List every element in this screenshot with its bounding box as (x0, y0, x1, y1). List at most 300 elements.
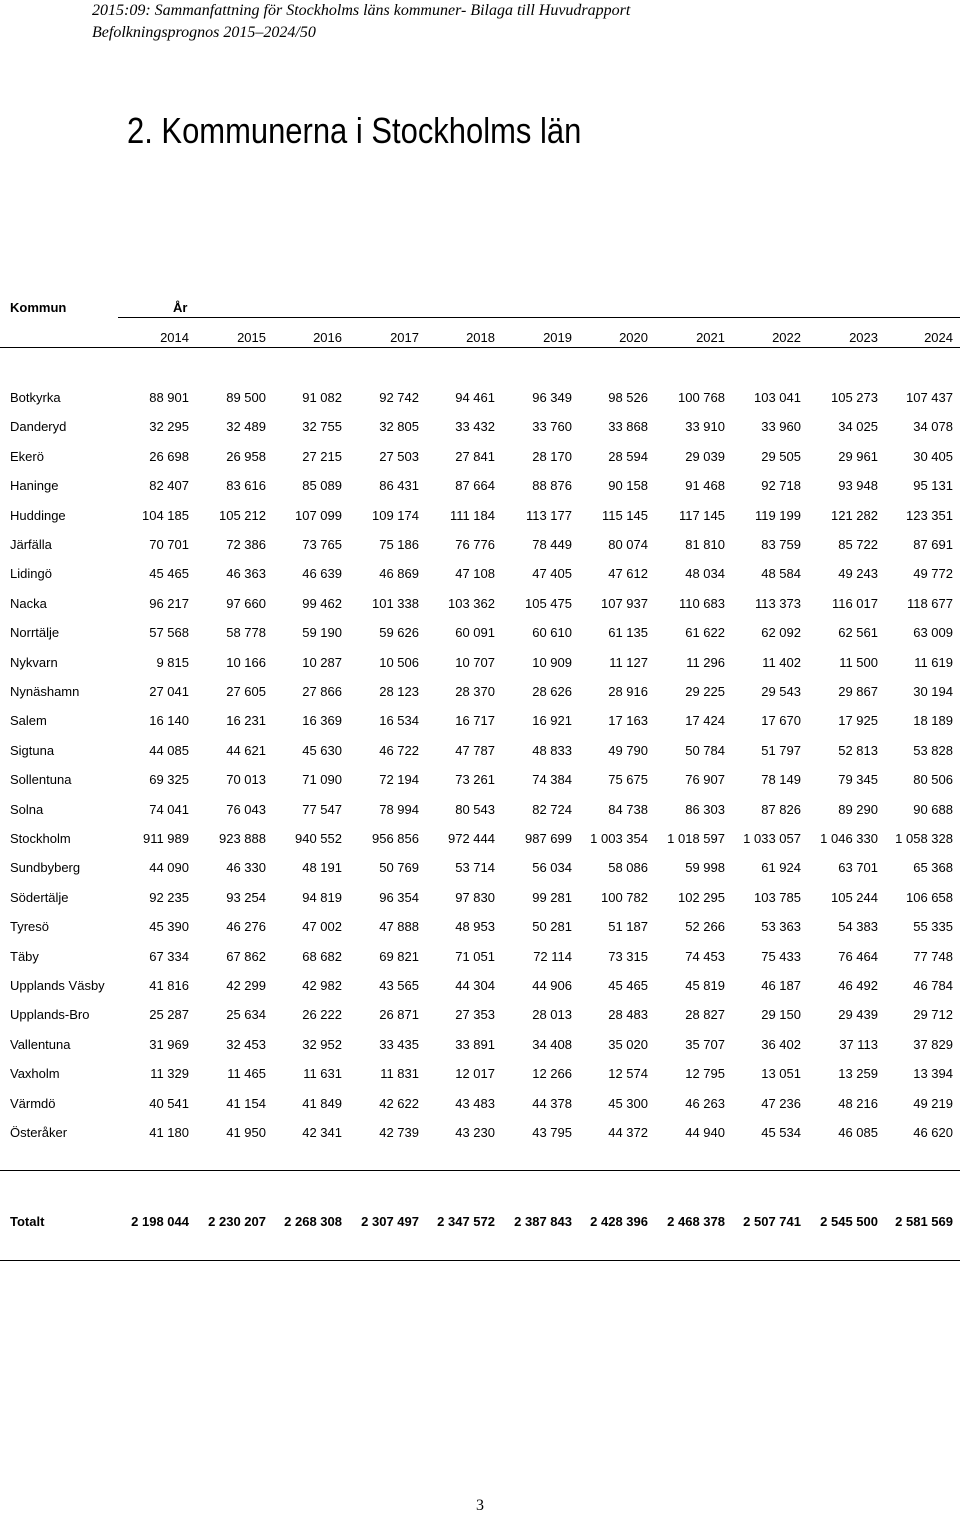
population-cell: 27 503 (379, 449, 419, 464)
population-cell: 116 017 (831, 596, 878, 611)
population-cell: 89 290 (838, 802, 878, 817)
population-cell: 103 041 (754, 390, 801, 405)
population-cell: 84 738 (608, 802, 648, 817)
kommun-name-cell: Haninge (10, 478, 59, 493)
population-cell: 88 876 (532, 478, 572, 493)
population-cell: 27 841 (455, 449, 495, 464)
population-cell: 46 187 (761, 978, 801, 993)
population-cell: 29 961 (838, 449, 878, 464)
population-cell: 59 190 (302, 625, 342, 640)
population-cell: 28 626 (532, 684, 572, 699)
population-cell: 16 231 (226, 713, 266, 728)
population-cell: 75 433 (761, 949, 801, 964)
population-cell: 80 543 (455, 802, 495, 817)
population-cell: 59 998 (685, 860, 725, 875)
population-cell: 40 541 (149, 1096, 189, 1111)
population-cell: 12 795 (685, 1066, 725, 1081)
population-cell: 28 013 (532, 1007, 572, 1022)
population-cell: 11 465 (227, 1066, 266, 1081)
population-cell: 44 621 (226, 743, 266, 758)
population-cell: 77 748 (913, 949, 953, 964)
kommun-name-cell: Sollentuna (10, 772, 72, 787)
year-header-cell: 2017 (390, 330, 419, 345)
population-cell: 97 830 (455, 890, 495, 905)
population-cell: 47 787 (455, 743, 495, 758)
population-cell: 47 612 (608, 566, 648, 581)
population-cell: 972 444 (448, 831, 495, 846)
population-cell: 43 483 (455, 1096, 495, 1111)
population-cell: 32 489 (226, 419, 266, 434)
population-cell: 1 058 328 (895, 831, 953, 846)
population-cell: 26 871 (379, 1007, 419, 1022)
population-cell: 17 925 (838, 713, 878, 728)
population-cell: 72 194 (379, 772, 419, 787)
population-cell: 46 869 (379, 566, 419, 581)
population-cell: 68 682 (302, 949, 342, 964)
population-cell: 67 862 (226, 949, 266, 964)
population-cell: 49 790 (608, 743, 648, 758)
population-cell: 16 369 (302, 713, 342, 728)
total-value-cell: 2 468 378 (667, 1214, 725, 1229)
table-bottom-rule (0, 1170, 960, 1171)
total-value-cell: 2 347 572 (437, 1214, 495, 1229)
population-cell: 96 349 (532, 390, 572, 405)
kommun-name-cell: Upplands Väsby (10, 978, 105, 993)
population-cell: 16 717 (455, 713, 495, 728)
population-cell: 86 303 (685, 802, 725, 817)
total-value-cell: 2 307 497 (361, 1214, 419, 1229)
population-cell: 62 561 (838, 625, 878, 640)
population-cell: 78 149 (761, 772, 801, 787)
total-label-cell: Totalt (10, 1214, 45, 1229)
population-cell: 88 901 (149, 390, 189, 405)
population-cell: 48 216 (838, 1096, 878, 1111)
kommun-name-cell: Salem (10, 713, 47, 728)
population-cell: 41 816 (149, 978, 189, 993)
population-cell: 53 828 (913, 743, 953, 758)
population-cell: 29 150 (761, 1007, 801, 1022)
population-cell: 12 574 (608, 1066, 648, 1081)
population-cell: 91 468 (685, 478, 725, 493)
population-cell: 87 691 (913, 537, 953, 552)
population-cell: 46 263 (685, 1096, 725, 1111)
population-cell: 46 492 (838, 978, 878, 993)
population-cell: 26 222 (302, 1007, 342, 1022)
population-cell: 76 776 (455, 537, 495, 552)
kommun-name-cell: Ekerö (10, 449, 44, 464)
kommun-name-cell: Stockholm (10, 831, 71, 846)
kommun-name-cell: Nykvarn (10, 655, 58, 670)
population-cell: 11 329 (150, 1066, 189, 1081)
population-cell: 10 707 (455, 655, 495, 670)
population-cell: 42 341 (302, 1125, 342, 1140)
population-cell: 96 217 (149, 596, 189, 611)
header-line-2: Befolkningsprognos 2015–2024/50 (92, 24, 316, 41)
header-line-1: 2015:09: Sammanfattning för Stockholms läns kommuner- Bilaga till Huvudrapport (92, 2, 631, 19)
population-cell: 60 610 (532, 625, 572, 640)
population-cell: 50 281 (532, 919, 572, 934)
population-cell: 74 453 (685, 949, 725, 964)
population-cell: 48 833 (532, 743, 572, 758)
population-cell: 27 866 (302, 684, 342, 699)
population-cell: 90 688 (913, 802, 953, 817)
population-cell: 1 046 330 (820, 831, 878, 846)
population-cell: 13 051 (761, 1066, 801, 1081)
population-cell: 59 626 (379, 625, 419, 640)
population-cell: 86 431 (379, 478, 419, 493)
population-cell: 117 145 (678, 508, 725, 523)
population-cell: 29 225 (685, 684, 725, 699)
population-cell: 49 219 (913, 1096, 953, 1111)
population-cell: 27 605 (226, 684, 266, 699)
population-cell: 10 909 (532, 655, 572, 670)
population-cell: 45 465 (608, 978, 648, 993)
population-cell: 13 259 (838, 1066, 878, 1081)
population-cell: 100 768 (678, 390, 725, 405)
population-cell: 45 390 (149, 919, 189, 934)
population-cell: 29 543 (761, 684, 801, 699)
population-cell: 71 090 (302, 772, 342, 787)
total-value-cell: 2 198 044 (131, 1214, 189, 1229)
population-cell: 11 831 (380, 1066, 419, 1081)
population-cell: 44 378 (532, 1096, 572, 1111)
kommun-name-cell: Värmdö (10, 1096, 56, 1111)
population-cell: 99 462 (302, 596, 342, 611)
population-cell: 26 958 (226, 449, 266, 464)
kommun-name-cell: Vallentuna (10, 1037, 71, 1052)
population-cell: 61 622 (685, 625, 725, 640)
population-cell: 99 281 (532, 890, 572, 905)
population-cell: 10 287 (302, 655, 342, 670)
population-cell: 72 114 (533, 949, 572, 964)
population-cell: 55 335 (913, 919, 953, 934)
population-cell: 58 086 (608, 860, 648, 875)
population-cell: 94 461 (455, 390, 495, 405)
population-cell: 48 034 (685, 566, 725, 581)
population-cell: 77 547 (302, 802, 342, 817)
population-cell: 110 683 (678, 596, 725, 611)
population-cell: 43 565 (379, 978, 419, 993)
population-cell: 109 174 (372, 508, 419, 523)
population-cell: 46 784 (913, 978, 953, 993)
population-cell: 48 584 (761, 566, 801, 581)
population-cell: 111 184 (449, 508, 495, 523)
kommun-name-cell: Norrtälje (10, 625, 60, 640)
population-cell: 82 407 (149, 478, 189, 493)
population-cell: 85 089 (302, 478, 342, 493)
population-cell: 31 969 (149, 1037, 189, 1052)
year-header-cell: 2023 (849, 330, 878, 345)
column-header-kommun: Kommun (10, 300, 67, 315)
population-cell: 26 698 (149, 449, 189, 464)
population-cell: 49 243 (838, 566, 878, 581)
population-cell: 104 185 (142, 508, 189, 523)
kommun-name-cell: Botkyrka (10, 390, 61, 405)
population-cell: 33 432 (455, 419, 495, 434)
kommun-name-cell: Solna (10, 802, 44, 817)
population-cell: 42 622 (379, 1096, 419, 1111)
population-cell: 1 018 597 (667, 831, 725, 846)
population-cell: 32 453 (226, 1037, 266, 1052)
population-cell: 10 166 (226, 655, 266, 670)
year-header-cell: 2018 (466, 330, 495, 345)
population-cell: 52 266 (685, 919, 725, 934)
population-cell: 53 363 (761, 919, 801, 934)
population-cell: 101 338 (372, 596, 419, 611)
population-cell: 32 755 (302, 419, 342, 434)
kommun-name-cell: Sigtuna (10, 743, 55, 758)
kommun-name-cell: Österåker (10, 1125, 68, 1140)
population-cell: 956 856 (372, 831, 419, 846)
total-value-cell: 2 545 500 (820, 1214, 878, 1229)
population-cell: 90 158 (608, 478, 648, 493)
total-value-cell: 2 230 207 (208, 1214, 266, 1229)
population-cell: 69 821 (379, 949, 419, 964)
population-cell: 11 402 (762, 655, 801, 670)
year-header-rule (118, 317, 960, 318)
population-cell: 75 675 (608, 772, 648, 787)
population-cell: 28 370 (455, 684, 495, 699)
population-cell: 29 712 (913, 1007, 953, 1022)
population-cell: 61 135 (608, 625, 648, 640)
population-cell: 85 722 (838, 537, 878, 552)
population-cell: 36 402 (761, 1037, 801, 1052)
population-cell: 46 330 (226, 860, 266, 875)
population-cell: 25 287 (149, 1007, 189, 1022)
kommun-name-cell: Upplands-Bro (10, 1007, 90, 1022)
population-cell: 41 849 (302, 1096, 342, 1111)
population-cell: 44 372 (608, 1125, 648, 1140)
population-cell: 17 163 (608, 713, 648, 728)
population-cell: 48 191 (302, 860, 342, 875)
population-cell: 121 282 (831, 508, 878, 523)
population-cell: 82 724 (532, 802, 572, 817)
kommun-name-cell: Järfälla (10, 537, 52, 552)
year-header-cell: 2019 (543, 330, 572, 345)
population-cell: 11 127 (609, 655, 648, 670)
population-cell: 105 475 (525, 596, 572, 611)
population-cell: 80 506 (913, 772, 953, 787)
population-cell: 12 017 (455, 1066, 495, 1081)
population-cell: 16 140 (149, 713, 189, 728)
population-cell: 58 778 (226, 625, 266, 640)
population-cell: 49 772 (913, 566, 953, 581)
population-cell: 1 033 057 (743, 831, 801, 846)
population-cell: 17 424 (685, 713, 725, 728)
population-cell: 65 368 (913, 860, 953, 875)
population-cell: 28 594 (608, 449, 648, 464)
population-cell: 107 937 (601, 596, 648, 611)
population-cell: 100 782 (601, 890, 648, 905)
population-cell: 27 041 (149, 684, 189, 699)
population-cell: 27 215 (302, 449, 342, 464)
population-cell: 940 552 (295, 831, 342, 846)
population-cell: 27 353 (455, 1007, 495, 1022)
kommun-name-cell: Danderyd (10, 419, 67, 434)
population-cell: 35 707 (685, 1037, 725, 1052)
population-cell: 103 785 (754, 890, 801, 905)
kommun-name-cell: Tyresö (10, 919, 50, 934)
population-cell: 63 009 (913, 625, 953, 640)
population-cell: 102 295 (678, 890, 725, 905)
population-cell: 44 085 (149, 743, 189, 758)
population-cell: 28 123 (379, 684, 419, 699)
population-cell: 32 295 (149, 419, 189, 434)
population-cell: 35 020 (608, 1037, 648, 1052)
kommun-name-cell: Huddinge (10, 508, 66, 523)
population-cell: 80 074 (608, 537, 648, 552)
population-cell: 115 145 (601, 508, 648, 523)
population-cell: 32 805 (379, 419, 419, 434)
total-value-cell: 2 581 569 (895, 1214, 953, 1229)
section-title: 2. Kommunerna i Stockholms län (127, 110, 582, 151)
population-cell: 75 186 (379, 537, 419, 552)
kommun-name-cell: Sundbyberg (10, 860, 81, 875)
population-cell: 51 187 (608, 919, 648, 934)
population-cell: 81 810 (685, 537, 725, 552)
population-cell: 42 982 (302, 978, 342, 993)
population-cell: 45 819 (685, 978, 725, 993)
population-cell: 46 085 (838, 1125, 878, 1140)
population-cell: 79 345 (838, 772, 878, 787)
population-cell: 41 154 (226, 1096, 266, 1111)
population-cell: 34 078 (913, 419, 953, 434)
population-cell: 44 906 (532, 978, 572, 993)
population-cell: 41 180 (149, 1125, 189, 1140)
kommun-name-cell: Nacka (10, 596, 47, 611)
population-cell: 28 170 (532, 449, 572, 464)
year-header-cell: 2015 (237, 330, 266, 345)
population-cell: 119 199 (754, 508, 801, 523)
population-cell: 71 051 (455, 949, 495, 964)
total-value-cell: 2 428 396 (590, 1214, 648, 1229)
population-cell: 18 189 (913, 713, 953, 728)
population-cell: 30 405 (913, 449, 953, 464)
population-cell: 42 299 (226, 978, 266, 993)
population-cell: 911 989 (142, 831, 189, 846)
population-cell: 9 815 (156, 655, 189, 670)
population-cell: 56 034 (532, 860, 572, 875)
population-cell: 34 408 (532, 1037, 572, 1052)
population-cell: 28 916 (608, 684, 648, 699)
population-cell: 29 505 (761, 449, 801, 464)
kommun-name-cell: Vaxholm (10, 1066, 60, 1081)
population-cell: 41 950 (226, 1125, 266, 1140)
population-cell: 29 039 (685, 449, 725, 464)
population-cell: 113 177 (525, 508, 572, 523)
population-cell: 45 465 (149, 566, 189, 581)
population-cell: 107 437 (906, 390, 953, 405)
population-cell: 11 619 (914, 655, 953, 670)
population-cell: 48 953 (455, 919, 495, 934)
population-cell: 33 868 (608, 419, 648, 434)
population-cell: 11 296 (686, 655, 725, 670)
population-cell: 16 921 (532, 713, 572, 728)
population-cell: 43 795 (532, 1125, 572, 1140)
population-cell: 44 940 (685, 1125, 725, 1140)
population-cell: 44 090 (149, 860, 189, 875)
population-cell: 57 568 (149, 625, 189, 640)
kommun-name-cell: Lidingö (10, 566, 52, 581)
population-cell: 89 500 (226, 390, 266, 405)
population-cell: 83 616 (226, 478, 266, 493)
population-cell: 113 373 (754, 596, 801, 611)
population-cell: 96 354 (379, 890, 419, 905)
population-cell: 70 013 (226, 772, 266, 787)
population-cell: 69 325 (149, 772, 189, 787)
population-cell: 10 506 (379, 655, 419, 670)
population-cell: 47 405 (532, 566, 572, 581)
population-cell: 25 634 (226, 1007, 266, 1022)
kommun-name-cell: Täby (10, 949, 39, 964)
population-cell: 33 960 (761, 419, 801, 434)
population-cell: 83 759 (761, 537, 801, 552)
population-cell: 12 266 (532, 1066, 572, 1081)
kommun-name-cell: Södertälje (10, 890, 69, 905)
population-cell: 17 670 (761, 713, 801, 728)
population-cell: 70 701 (149, 537, 189, 552)
population-cell: 54 383 (838, 919, 878, 934)
population-cell: 76 464 (838, 949, 878, 964)
population-cell: 11 631 (303, 1066, 342, 1081)
population-cell: 29 439 (838, 1007, 878, 1022)
population-cell: 73 315 (608, 949, 648, 964)
population-cell: 47 002 (302, 919, 342, 934)
population-cell: 47 108 (455, 566, 495, 581)
population-cell: 93 948 (838, 478, 878, 493)
population-cell: 33 910 (685, 419, 725, 434)
population-cell: 97 660 (226, 596, 266, 611)
population-cell: 118 677 (906, 596, 953, 611)
population-cell: 78 449 (532, 537, 572, 552)
population-cell: 50 784 (685, 743, 725, 758)
population-cell: 123 351 (906, 508, 953, 523)
year-header-cell: 2014 (160, 330, 189, 345)
population-cell: 95 131 (913, 478, 953, 493)
population-cell: 32 952 (302, 1037, 342, 1052)
year-header-cell: 2021 (696, 330, 725, 345)
population-cell: 987 699 (525, 831, 572, 846)
population-cell: 50 769 (379, 860, 419, 875)
population-cell: 53 714 (455, 860, 495, 875)
population-cell: 91 082 (302, 390, 342, 405)
population-cell: 28 827 (685, 1007, 725, 1022)
population-cell: 37 113 (839, 1037, 878, 1052)
population-cell: 74 041 (149, 802, 189, 817)
population-cell: 92 235 (149, 890, 189, 905)
population-cell: 923 888 (219, 831, 266, 846)
population-cell: 63 701 (838, 860, 878, 875)
year-header-cell: 2016 (313, 330, 342, 345)
population-cell: 105 273 (831, 390, 878, 405)
total-bottom-rule (0, 1260, 960, 1261)
population-cell: 1 003 354 (590, 831, 648, 846)
total-value-cell: 2 268 308 (284, 1214, 342, 1229)
population-cell: 33 435 (379, 1037, 419, 1052)
population-cell: 92 718 (761, 478, 801, 493)
population-cell: 61 924 (761, 860, 801, 875)
population-cell: 76 907 (685, 772, 725, 787)
population-cell: 105 212 (219, 508, 266, 523)
population-cell: 33 891 (455, 1037, 495, 1052)
population-cell: 87 664 (455, 478, 495, 493)
population-cell: 47 236 (761, 1096, 801, 1111)
population-cell: 98 526 (608, 390, 648, 405)
total-value-cell: 2 507 741 (743, 1214, 801, 1229)
population-cell: 73 765 (302, 537, 342, 552)
population-cell: 33 760 (532, 419, 572, 434)
population-cell: 62 092 (761, 625, 801, 640)
